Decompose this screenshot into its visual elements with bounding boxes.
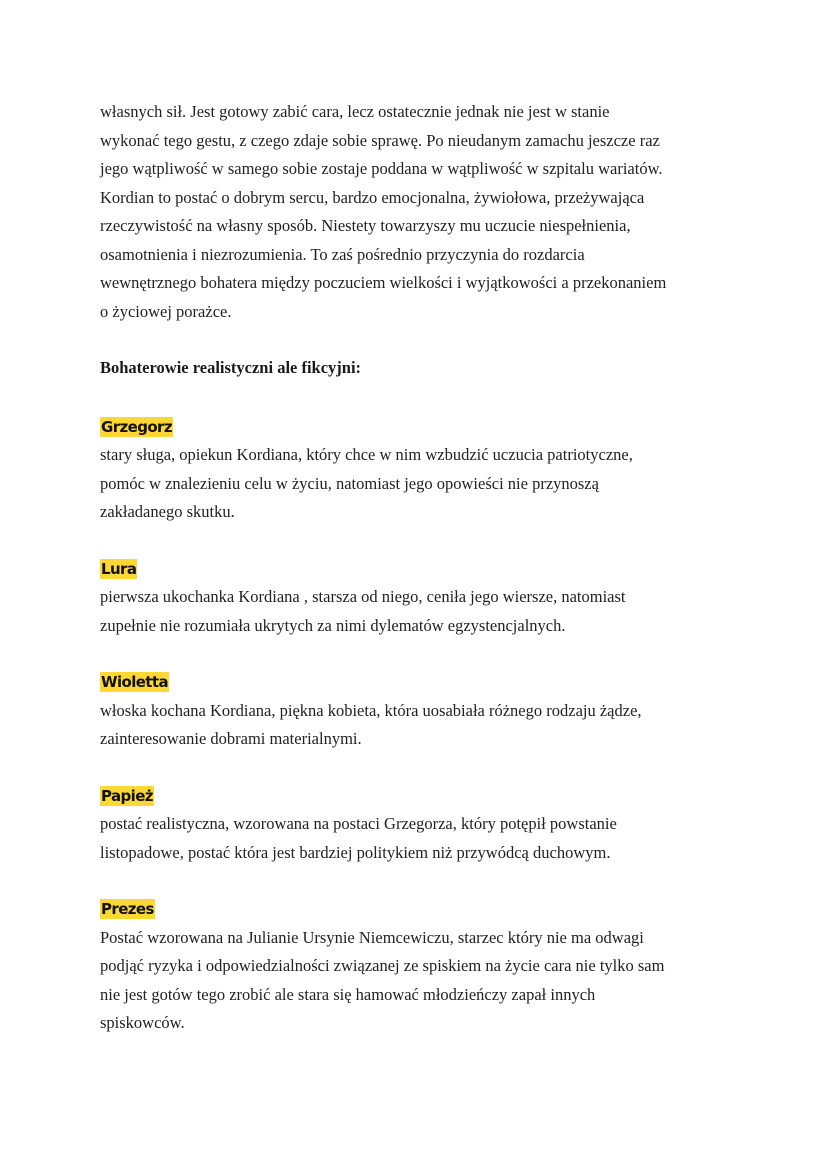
character-name: Grzegorz xyxy=(101,417,172,436)
character-name: Wioletta xyxy=(101,673,168,691)
character-entry xyxy=(100,895,740,1038)
character-description: postać realistyczna, wzorowana na postaci Grzegorza, który potępił powstanie listopadowe, postać która jest bardziej politykiem niż przywódcą duchowym. xyxy=(100,814,617,862)
character-entry xyxy=(100,668,740,754)
character-entry xyxy=(100,413,740,527)
character-entry xyxy=(100,555,740,641)
intro-paragraph: własnych sił. Jest gotowy zabić cara, lecz ostatecznie jednak nie jest w stanie wykonać tego gestu, z czego zdaje sobie sprawę. Po nieudanym zamachu jeszcze raz jego wątpliwość w samego sobie zostaje poddana w wątpliwość w szpitalu wariatów. Kordian to postać o dobrym sercu, bardzo emocjonalna, żywiołowa, przeżywająca rzeczywistość na własny sposób. Niestety towarzyszy mu uczucie niespełnienia, osamotnienia i niezrozumienia. To zaś pośrednio przyczynia do rozdarcia wewnętrznego bohatera między poczuciem wielkości i wyjątkowości a przekonaniem o życiowej porażce. xyxy=(100,102,667,321)
character-description: włoska kochana Kordiana, piękna kobieta, która uosabiała różnego rodzaju żądze, zainteresowanie dobrami materialnymi. xyxy=(100,700,642,748)
character-name: Prezes xyxy=(101,900,154,918)
character-name: Lura xyxy=(101,559,137,578)
character-description: Postać wzorowana na Julianie Ursynie Niemcewiczu, starzec który nie ma odwagi podjąć ryzyka i odpowiedzialności związanej ze spiskiem na życie cara nie tylko sam nie jest gotów tego zrobić ale stara się hamować młodzieńczy zapał innych spiskowców. xyxy=(100,927,665,1032)
character-description: pierwsza ukochanka Kordiana , starsza od niego, ceniła jego wiersze, natomiast zupełnie nie rozumiała ukrytych za nimi dylematów egzystencjalnych. xyxy=(100,587,626,635)
character-description: stary sługa, opiekun Kordiana, który chce w nim wzbudzić uczucia patriotyczne, pomóc w znalezieniu celu w życiu, natomiast jego opowieści nie przynoszą zakładanego skutku. xyxy=(100,445,633,521)
character-entry xyxy=(100,782,740,868)
document-content xyxy=(100,98,740,1038)
character-name: Papież xyxy=(101,786,153,805)
section-heading: Bohaterowie realistyczni ale fikcyjni: xyxy=(100,358,362,377)
